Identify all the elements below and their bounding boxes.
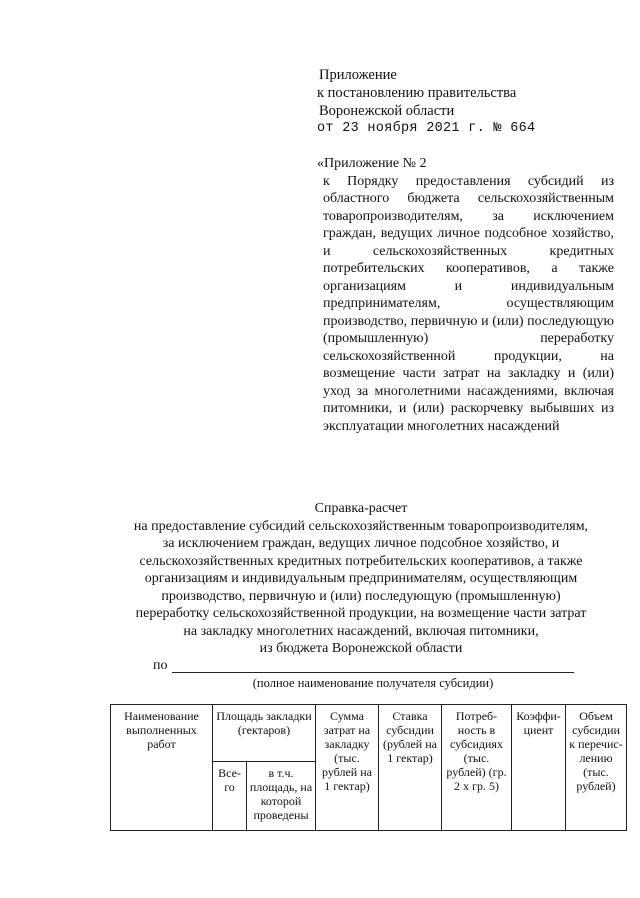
certificate-line: производство, первичную и (или) последующую (промышленную) (161, 588, 561, 604)
header-planting-area: Площадь закладки (гектаров) (213, 705, 316, 762)
certificate-line: за исключением граждан, ведущих личное подсобное хозяйство, и (162, 536, 560, 551)
certificate-line: сельскохозяйственных кредитных потребительских кооперативов, а также (139, 553, 583, 569)
table-header-row (111, 705, 627, 762)
certificate-line: переработку сельскохозяйственной продукции, на возмещение части затрат (135, 606, 587, 621)
header-planting-cost: Сумма затрат на закладку (тыс. рублей на 1 гектар) (316, 705, 379, 831)
certificate-title: Справка-расчет (314, 501, 408, 516)
recipient-name-line (172, 672, 574, 673)
appendix-header (317, 66, 535, 138)
appendix-label: Приложение (319, 67, 397, 83)
header-area-included: в т.ч. площадь, на которой проведены (247, 762, 316, 831)
header-work-name: Наименование выполненных работ (111, 705, 213, 831)
certificate-line: организациям и индивидуальным предпринимателям, осуществляющим (144, 571, 578, 586)
certificate-heading (100, 500, 622, 658)
recipient-label: по (153, 658, 168, 673)
resolution-reference: к постановлению правительства (317, 85, 517, 101)
appendix2-title: «Приложение № 2 (317, 156, 427, 171)
resolution-date-number: от 23 ноября 2021 г. № 664 (317, 121, 536, 136)
header-subsidy-need: Потреб-ность в субсидиях (тыс. рублей) (гр. 2 х гр. 5) (442, 705, 512, 831)
header-subsidy-rate: Ставка субсидии (рублей на 1 гектар) (379, 705, 442, 831)
recipient-caption: (полное наименование получателя субсидии) (252, 676, 494, 690)
header-subsidy-volume: Объем субсидии к перечис-лению (тыс. рублей) (566, 705, 627, 831)
certificate-line: на закладку многолетних насаждений, включая питомники, (183, 623, 539, 639)
calculation-table (110, 704, 627, 831)
header-area-total: Все-го (213, 762, 247, 831)
certificate-line: на предоставление субсидий сельскохозяйственным товаропроизводителям, (133, 518, 589, 534)
region-name: Воронежской области (319, 103, 455, 119)
certificate-line: из бюджета Воронежской области (259, 641, 463, 656)
appendix2-block (317, 155, 614, 435)
appendix2-description: к Порядку предоставления субсидий из областного бюджета сельскохозяйственным товаропроизводителям, за исключением граждан, ведущих личное подсобное хозяйство, и сельскохозяйственных кредитных потребительских кооперативов, а также организациям и индивидуальным предпринимателям, осуществляющим производство, первичную и (или) последующую (промышленную) переработку сельскохозяйственной продукции, на возмещение части затрат на закладку и (или) уход за многолетними насаждениями, включая питомники, и (или) раскорчевку выбывших из эксплуатации многолетних насаждений (323, 173, 614, 434)
header-coefficient: Коэффи-циент (512, 705, 566, 831)
